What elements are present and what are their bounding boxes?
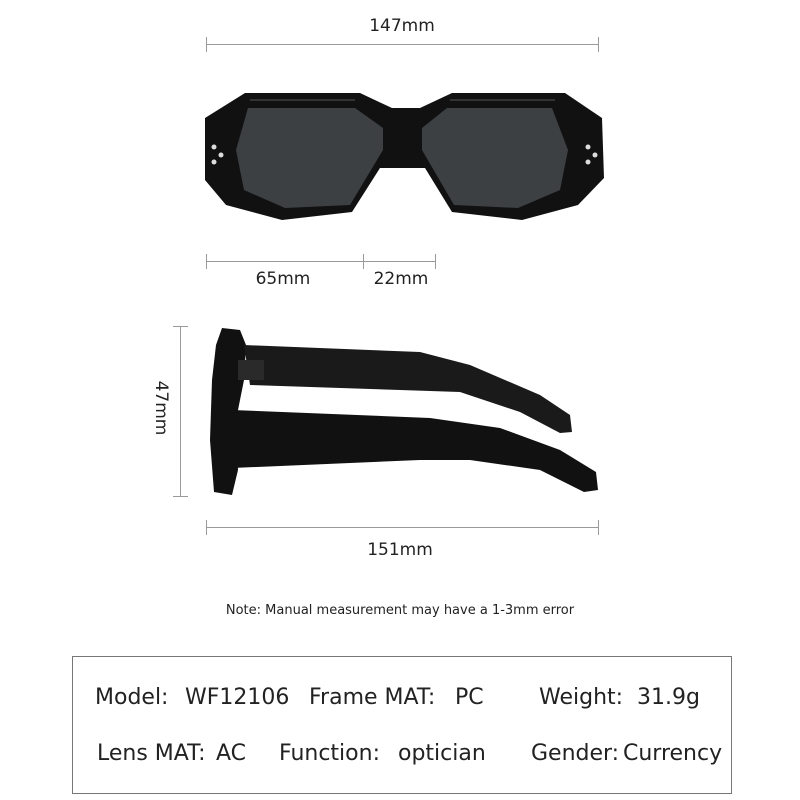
- temple-length-label: 151mm: [367, 540, 433, 560]
- lens-value: AC: [216, 741, 247, 766]
- gender-value: Currency: [623, 741, 723, 766]
- function-label: Function:: [279, 741, 380, 766]
- weight-value: 31.9g: [637, 685, 700, 710]
- frame-label: Frame MAT:: [309, 685, 436, 710]
- weight-label: Weight:: [539, 685, 624, 710]
- total-width-label: 147mm: [369, 16, 435, 36]
- lens-label: Lens MAT:: [97, 741, 206, 766]
- lens-width-label: 65mm: [255, 269, 311, 289]
- lens-height-label: 47mm: [151, 380, 171, 436]
- function-value: optician: [398, 741, 486, 766]
- model-label: Model:: [95, 685, 169, 710]
- frame-value: PC: [455, 685, 484, 710]
- spec-table: [72, 656, 732, 794]
- gender-label: Gender:: [531, 741, 620, 766]
- model-value: WF12106: [185, 685, 290, 710]
- measurement-note: Note: Manual measurement may have a 1-3mm error: [225, 603, 575, 618]
- bridge-width-label: 22mm: [373, 269, 429, 289]
